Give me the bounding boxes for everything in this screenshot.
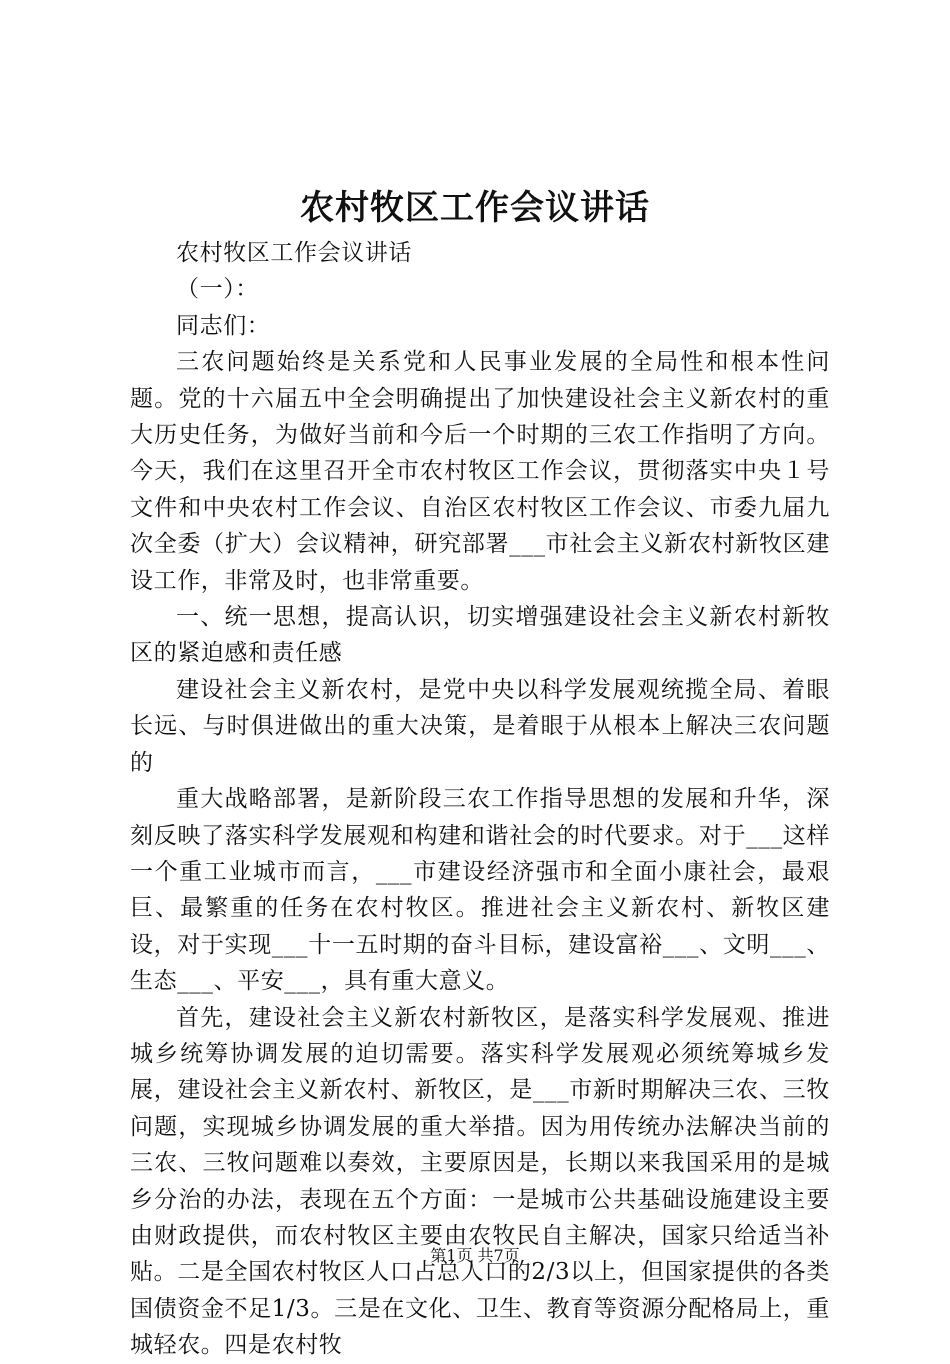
- salutation-paragraph: 同志们：: [176, 312, 271, 339]
- body-paragraph: 建设社会主义新农村，是党中央以科学发展观统揽全局、着眼长远、与时俱进做出的重大决策，是着眼于从根本上解决三农问题的: [130, 676, 830, 776]
- subtitle-paragraph: 农村牧区工作会议讲话: [176, 240, 412, 266]
- document-body: [130, 235, 830, 1364]
- heading-paragraph: 一、统一思想，提高认识，切实增强建设社会主义新农村新牧区的紧迫感和责任感: [130, 604, 830, 667]
- page-footer: 第1页 共7页: [430, 1246, 520, 1265]
- body-paragraph: 首先，建设社会主义新农村新牧区，是落实科学发展观、推进城乡统筹协调发展的迫切需要。落实科学发展观必须统筹城乡发展，建设社会主义新农村、新牧区，是___市新时期解决三农、三牧问题，实现城乡协调发展的重大举措。因为用传统办法解决当前的三农、三牧问题难以奏效，主要原因是，长期以来我国采用的是城乡分治的办法，表现在五个方面：一是城市公共基础设施建设主要由财政提供，而农村牧区主要由农牧民自主解决，国家只给适当补贴。二是全国农村牧区人口占总人口的2/3以上，但国家提供的各类国债资金不足1/3。三是在文化、卫生、教育等资源分配格局上，重城轻农。四是农村牧: [130, 1004, 830, 1359]
- section-number-paragraph: （一）：: [176, 276, 259, 303]
- document-title: 农村牧区工作会议讲话: [300, 188, 650, 228]
- body-paragraph: 三农问题始终是关系党和人民事业发展的全局性和根本性问题。党的十六届五中全会明确提出了加快建设社会主义新农村的重大历史任务，为做好当前和今后一个时期的三农工作指明了方向。今天，我们在这里召开全市农村牧区工作会议，贯彻落实中央１号文件和中央农村工作会议、自治区农村牧区工作会议、市委九届九次全委（扩大）会议精神，研究部署___市社会主义新农村新牧区建设工作，非常及时，也非常重要。: [130, 349, 830, 594]
- body-paragraph: 重大战略部署，是新阶段三农工作指导思想的发展和升华，深刻反映了落实科学发展观和构建和谐社会的时代要求。对于___这样一个重工业城市而言，___市建设经济强市和全面小康社会，最艰巨、最繁重的任务在农村牧区。推进社会主义新农村、新牧区建设，对于实现___十一五时期的奋斗目标，建设富裕___、文明___、生态___、平安___，具有重大意义。: [130, 786, 830, 995]
